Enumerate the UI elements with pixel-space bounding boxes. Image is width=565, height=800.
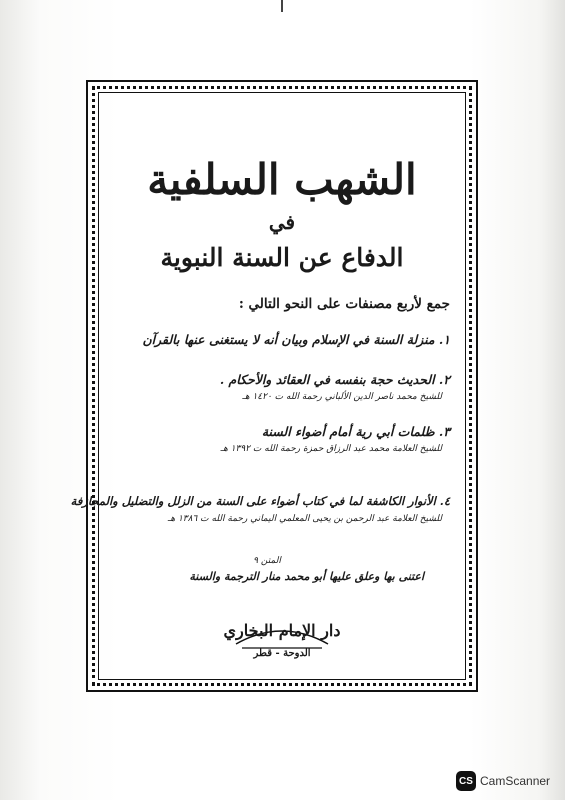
editor-credit: اعتنى بها وعلق عليها أبو محمد منار الترجمة والسنة bbox=[189, 570, 424, 583]
book-subtitle: الدفاع عن السنة النبوية bbox=[160, 243, 404, 272]
book-title: الشهب السلفية bbox=[147, 155, 417, 204]
work-1-title: ١. منزلة السنة في الإسلام وبيان أنه لا يستغنى عنها بالقرآن bbox=[142, 332, 450, 347]
work-2-title: ٢. الحديث حجة بنفسه في العقائد والأحكام . bbox=[219, 372, 450, 387]
camscanner-watermark bbox=[456, 770, 562, 792]
work-4-author: للشيخ العلامة عبد الرحمن بن يحيى المعلمي اليماني رحمة الله ت ١٣٨٦ هـ bbox=[167, 514, 442, 524]
publisher-location: الدوحة - قطر bbox=[253, 648, 311, 659]
work-3-author: للشيخ العلامة محمد عبد الرزاق حمزة رحمة الله ت ١٣٩٢ هـ bbox=[220, 444, 442, 454]
publisher-name: دار الإمام البخاري bbox=[223, 621, 341, 640]
work-3-title: ٣. ظلمات أبي رية أمام أضواء السنة bbox=[261, 424, 450, 439]
work-2-author: للشيخ محمد ناصر الدين الألباني رحمة الله ت ١٤٢٠ هـ bbox=[242, 392, 442, 402]
camscanner-label: CamScanner bbox=[480, 774, 551, 788]
title-connector: في bbox=[268, 210, 296, 234]
camscanner-icon: CS bbox=[456, 771, 476, 791]
page-top-mark bbox=[281, 0, 283, 12]
work-4-title: ٤. الأنوار الكاشفة لما في كتاب أضواء على السنة من الزلل والتضليل والمجازفة bbox=[70, 494, 450, 508]
contents-intro: جمع لأربع مصنفات على النحو التالي : bbox=[238, 296, 450, 312]
matn-label: المتن ٩ bbox=[253, 556, 281, 566]
title-page-content bbox=[70, 96, 464, 676]
